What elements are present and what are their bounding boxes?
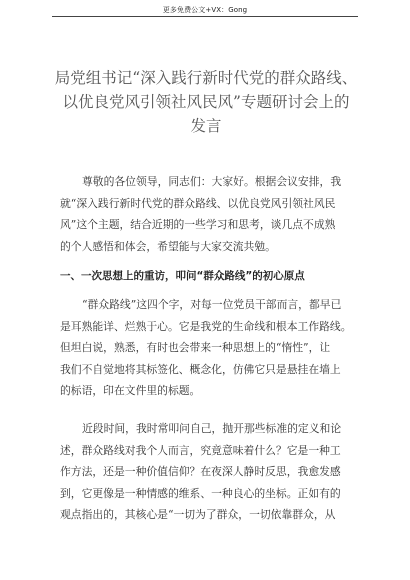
paragraph-line: 的标语，印在文件里的标题。: [60, 384, 201, 397]
paragraph-line: 近段时间，我时常叩问自己，抛开那些标准的定义和论: [82, 422, 342, 435]
paragraph-line: 到，它更像是一种情感的维系、一种良心的坐标。正如有的: [60, 486, 341, 500]
paragraph-line: 就“深入践行新时代党的群众路线、以优良党风引领社风民: [60, 196, 336, 210]
paragraph-line: 作方法，还是一种价值信仰？在夜深人静时反思，我愈发感: [60, 465, 341, 478]
header-divider: [52, 16, 358, 17]
paragraph-mass-line-reflection: [60, 294, 352, 402]
paragraph-line: 但坦白说，熟悉，有时也会带来一种思想上的“惰性”，让: [60, 341, 331, 354]
document-title: [48, 66, 364, 138]
section-heading: 一、一次思想上的重访，叩问“群众路线”的初心原点: [60, 270, 305, 282]
title-line: 以优良党风引领社风民风”专题研讨会上的: [62, 93, 350, 111]
paragraph-line: 的个人感悟和体会，希望能与大家交流共勉。: [60, 239, 276, 253]
header-watermark-note: 更多免费公文+VX：Gong: [162, 6, 248, 14]
paragraph-line: 是耳熟能详、烂熟于心。它是我党的生命线和根本工作路线。: [60, 319, 352, 333]
paragraph-line: 述，群众路线对我个人而言，究竟意味着什么？它是一种工: [60, 443, 341, 457]
title-line: 发言: [190, 117, 222, 135]
paragraph-line: 观点指出的，其核心是“一切为了群众，一切依靠群众，从: [60, 508, 336, 521]
title-line: 局党组书记“深入践行新时代党的群众路线、: [54, 69, 358, 87]
paragraph-line: 风”这个主题，结合近期的一些学习和思考，谈几点不成熟: [60, 218, 336, 231]
paragraph-line: 我们不自觉地将其标签化、概念化，仿佛它只是悬挂在墙上: [60, 362, 341, 376]
paragraph-line: 尊敬的各位领导，同志们：大家好。根据会议安排，我: [82, 175, 342, 188]
paragraph-line: “群众路线”这四个字，对每一位党员干部而言，都早已: [82, 298, 342, 311]
paragraph-opening: [60, 171, 352, 257]
paragraph-self-questioning: [60, 418, 352, 526]
